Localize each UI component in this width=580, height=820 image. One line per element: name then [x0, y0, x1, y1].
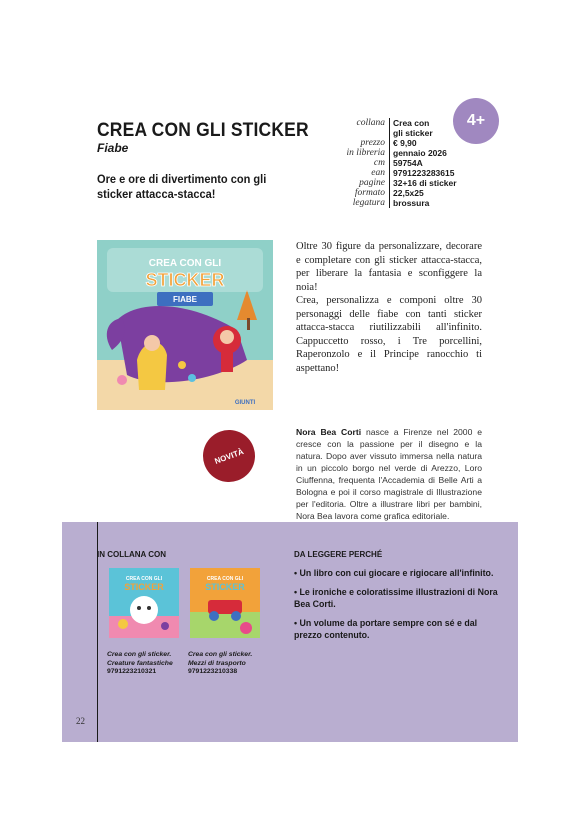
meta-label: [335, 128, 389, 138]
related-book-caption: [188, 651, 268, 677]
meta-value: 22,5x25: [393, 188, 424, 198]
meta-row: [335, 138, 457, 148]
meta-value: Crea con: [393, 118, 430, 128]
meta-row: [335, 148, 457, 158]
cover-title-line1: CREA CON GLI: [148, 258, 222, 269]
meta-value: gli sticker: [393, 128, 433, 138]
related-book-title: Crea con gli sticker.: [107, 651, 172, 658]
meta-label: formato: [354, 188, 385, 198]
meta-label: collana: [356, 118, 385, 128]
meta-value: gennaio 2026: [393, 148, 447, 158]
related-book-title: Crea con gli sticker.: [188, 651, 253, 658]
book-subtitle: Fiabe: [97, 141, 129, 155]
meta-row: [335, 118, 457, 128]
related-book-caption: [107, 651, 187, 677]
related-book-cover: [109, 568, 179, 638]
reason-item: • Un volume da portare sempre con sé e dal prezzo contenuto.: [294, 618, 478, 641]
meta-row: [335, 128, 457, 138]
book-tagline: Ore e ore di divertimento con gli sticker attacca-stacca!: [97, 172, 267, 201]
meta-row: [335, 178, 457, 188]
reasons-list: [294, 568, 498, 649]
cover-title-line2: STICKER: [145, 270, 225, 290]
meta-row: [335, 198, 457, 208]
meta-label: cm: [373, 158, 385, 168]
meta-row: [335, 158, 457, 168]
reason-item: • Un libro con cui giocare e rigiocare all'infinito.: [294, 568, 494, 579]
author-bio-text: nasce a Firenze nel 2000 e cresce con la passione per il disegno e la natura. Dopo aver vissuto immersa nella natura in un piccolo borgo nel verde di Arezzo, Loro Ciuffenna, frequenta l'Accademia di Belle Arti a Bologna e poi il corso magistrale di Illustrazione per l'editoria. Oltre a illustrare libri per bambini, Nora Bea lavora come grafica editoriale.: [296, 427, 483, 521]
age-badge: 4+: [453, 98, 499, 144]
author-bio: [296, 426, 482, 522]
related-cover-line2: STICKER: [124, 582, 164, 592]
description-paragraph: Crea, personalizza e componi oltre 30 personaggi delle fiabe con tanti sticker attacca-stacca riutilizzabili all'infinito. Cappuccetto rosso, i Tre porcellini, Raperonzolo e il Principe ranocchio ti aspettano!: [296, 295, 482, 374]
meta-value: € 9,90: [393, 138, 417, 148]
related-cover-line1: CREA CON GLI: [125, 576, 163, 582]
da-leggere-heading: DA LEGGERE PERCHÉ: [294, 550, 383, 559]
description-paragraph: Oltre 30 figure da personalizzare, decorare e completare con gli sticker attacca-stacca, per liberare la fantasia e sconfiggere la noia!: [296, 241, 482, 293]
related-cover-line2: STICKER: [205, 582, 245, 592]
related-book-cover: [190, 568, 260, 638]
meta-value: brossura: [393, 198, 430, 208]
meta-label: legatura: [352, 198, 385, 208]
related-cover-line1: CREA CON GLI: [206, 576, 244, 582]
book-title: CREA CON GLI STICKER: [97, 120, 309, 141]
metadata-table: [335, 118, 457, 208]
related-book-subtitle: Creature fantastiche: [107, 659, 173, 667]
meta-value: 59754A: [393, 158, 423, 168]
cover-ribbon: FIABE: [173, 295, 197, 304]
meta-label: in libreria: [346, 148, 385, 158]
metadata-divider: [389, 118, 390, 208]
meta-row: [335, 188, 457, 198]
cover-image: [97, 240, 273, 410]
author-name: Nora Bea Corti: [296, 427, 362, 437]
meta-label: prezzo: [360, 138, 385, 148]
related-book-ean: 9791223210321: [107, 668, 157, 676]
meta-label: ean: [371, 168, 385, 178]
publisher-logo: GIUNTI: [234, 400, 256, 406]
page-number: 22: [76, 716, 85, 726]
meta-value: 9791223283615: [393, 168, 455, 178]
meta-row: [335, 168, 457, 178]
related-book-subtitle: Mezzi di trasporto: [188, 659, 246, 667]
novita-badge: NOVITÀ: [196, 423, 263, 490]
in-collana-heading: IN COLLANA CON: [97, 550, 167, 559]
reason-item: • Le ironiche e coloratissime illustrazioni di Nora Bea Corti.: [294, 587, 498, 610]
meta-label: pagine: [359, 178, 385, 188]
related-book-ean: 9791223210338: [188, 668, 238, 676]
meta-value: 32+16 di sticker: [393, 178, 457, 188]
